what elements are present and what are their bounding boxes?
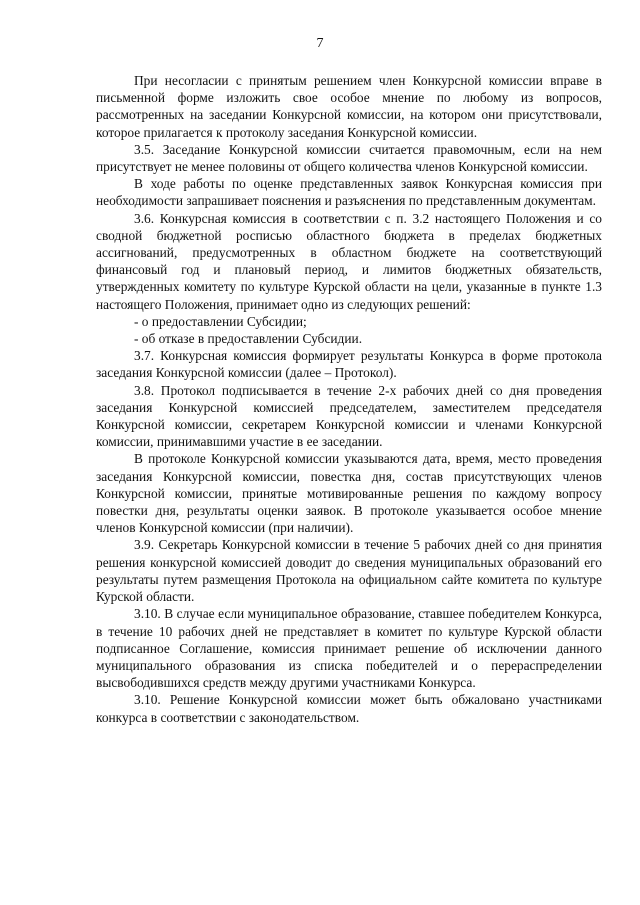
paragraph-clarifications: В ходе работы по оценке представленных заявок Конкурсная комиссия при необходимости запрашивает пояснения и разъяснения по представленным документам. (96, 176, 602, 209)
paragraph-3-7: 3.7. Конкурсная комиссия формирует результаты Конкурса в форме протокола заседания Конкурсной комиссии (далее – Протокол). (96, 348, 602, 381)
list-item-grant: - о предоставлении Субсидии; (134, 313, 307, 329)
list-item-refusal: - об отказе в предоставлении Субсидии. (134, 331, 363, 347)
paragraph-3-8: 3.8. Протокол подписывается в течение 2-х рабочих дней со дня проведения заседания Конкурсной комиссией председателем, заместителем председателя Конкурсной комиссии, секретарем Конкурсной комиссии и членами Конкурсной комиссии, принимавшими участие в ее заседании. (96, 382, 602, 450)
page-number: 7 (316, 36, 324, 51)
paragraph-3-10-appeal: 3.10. Решение Конкурсной комиссии может быть обжаловано участниками конкурса в соответствии с законодательством. (96, 692, 602, 725)
paragraph-dissent: При несогласии с принятым решением член Конкурсной комиссии вправе в письменной форме изложить свое особое мнение по любому из вопросов, рассмотренных на заседании Конкурсной комиссии, на котором они присутствовали, которое прилагается к протоколу заседания Конкурсной комиссии. (96, 73, 602, 140)
paragraph-3-9: 3.9. Секретарь Конкурсной комиссии в течение 5 рабочих дней со дня принятия решения конкурсной комиссией доводит до сведения муниципальных образований его результаты путем размещения Протокола на официальном сайте комитета по культуре Курской области. (96, 537, 602, 605)
document-body (96, 72, 602, 726)
paragraph-3-10-exclusion: 3.10. В случае если муниципальное образование, ставшее победителем Конкурса, в течение 10 рабочих дней не представляет в комитет по культуре Курской области подписанное Соглашение, комиссия принимает решение об исключении данного муниципального образования из списка победителей и о перераспределении высвободившихся средств между другими участниками Конкурса. (96, 606, 602, 691)
paragraph-protocol-contents: В протоколе Конкурсной комиссии указываются дата, время, место проведения заседания Конкурсной комиссии, повестка дня, состав присутствующих членов Конкурсной комиссии, принятые мотивированные решения по каждому вопросу повестки дня, результаты оценки заявок. В протоколе указывается особое мнение членов Конкурсной комиссии (при наличии). (96, 451, 602, 536)
paragraph-3-5: 3.5. Заседание Конкурсной комиссии считается правомочным, если на нем присутствует не менее половины от общего количества членов Конкурсной комиссии. (96, 141, 602, 175)
paragraph-3-6: 3.6. Конкурсная комиссия в соответствии с п. 3.2 настоящего Положения и со сводной бюджетной росписью областного бюджета в пределах бюджетных ассигнований, предусмотренных в областном бюджете на соответствующий финансовый год и плановый период, и лимитов бюджетных обязательств, утвержденных комитету по культуре Курской области на цели, указанные в пункте 1.3 настоящего Положения, принимает одно из следующих решений: (96, 210, 602, 312)
